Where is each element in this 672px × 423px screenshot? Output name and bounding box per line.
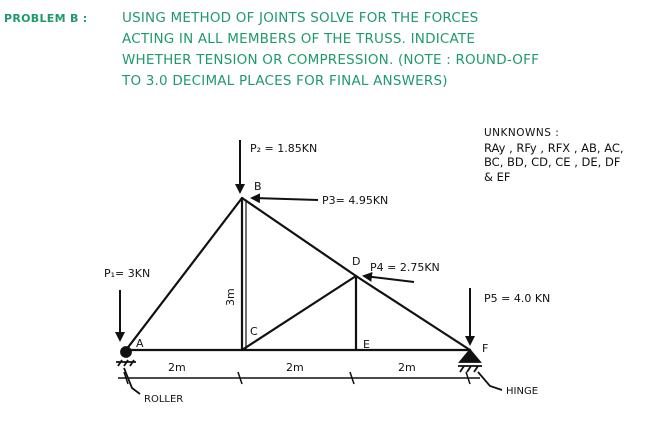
unknowns-line: BC, BD, CD, CE , DE, DF xyxy=(484,155,621,169)
roller-label: ROLLER xyxy=(144,394,184,405)
problem-line: ACTING IN ALL MEMBERS OF THE TRUSS. INDICATE xyxy=(122,31,476,47)
node-label-d: D xyxy=(352,255,361,268)
roller-hatch xyxy=(116,360,136,366)
problem-label: PROBLEM B : xyxy=(4,12,88,25)
p4-arrow xyxy=(364,276,414,282)
span-label-ce: 2m xyxy=(286,361,304,374)
roller-support xyxy=(116,347,140,394)
member-bd xyxy=(242,198,356,276)
hinge-hatch xyxy=(458,366,482,372)
unknowns-line: RAy , RFy , RFX , AB, AC, xyxy=(484,140,624,155)
member-cd xyxy=(242,276,356,350)
truss-members xyxy=(126,198,470,350)
node-label-b: B xyxy=(254,180,262,193)
unknowns-line: & EF xyxy=(484,169,511,184)
roller-pin xyxy=(121,347,131,357)
hinge-support xyxy=(458,350,502,390)
problem-line: USING METHOD OF JOINTS SOLVE FOR THE FORCES xyxy=(122,10,479,26)
load-arrows xyxy=(120,140,470,344)
node-label-e: E xyxy=(363,338,370,351)
hinge-label: HINGE xyxy=(506,386,539,397)
height-label: 3m xyxy=(224,288,237,306)
p2-label: P₂ = 1.85KN xyxy=(250,142,318,155)
node-label-c: C xyxy=(250,325,258,338)
p3-label: P3= 4.95KN xyxy=(322,194,389,207)
p1-label: P₁= 3KN xyxy=(104,267,151,280)
p5-label: P5 = 4.0 KN xyxy=(484,292,551,305)
unknowns-label: UNKNOWNS : xyxy=(484,127,560,139)
problem-line: TO 3.0 DECIMAL PLACES FOR FINAL ANSWERS) xyxy=(122,73,448,89)
span-label-ef: 2m xyxy=(398,361,416,374)
member-df xyxy=(356,276,470,350)
p4-label: P4 = 2.75KN xyxy=(370,261,440,274)
hinge-leader xyxy=(478,372,502,390)
span-label-ac: 2m xyxy=(168,361,186,374)
node-label-f: F xyxy=(482,342,489,355)
node-label-a: A xyxy=(136,337,144,350)
hinge-triangle xyxy=(460,350,480,362)
problem-line: WHETHER TENSION OR COMPRESSION. (NOTE : ROUND-OFF xyxy=(122,52,540,68)
p3-arrow xyxy=(252,198,318,200)
